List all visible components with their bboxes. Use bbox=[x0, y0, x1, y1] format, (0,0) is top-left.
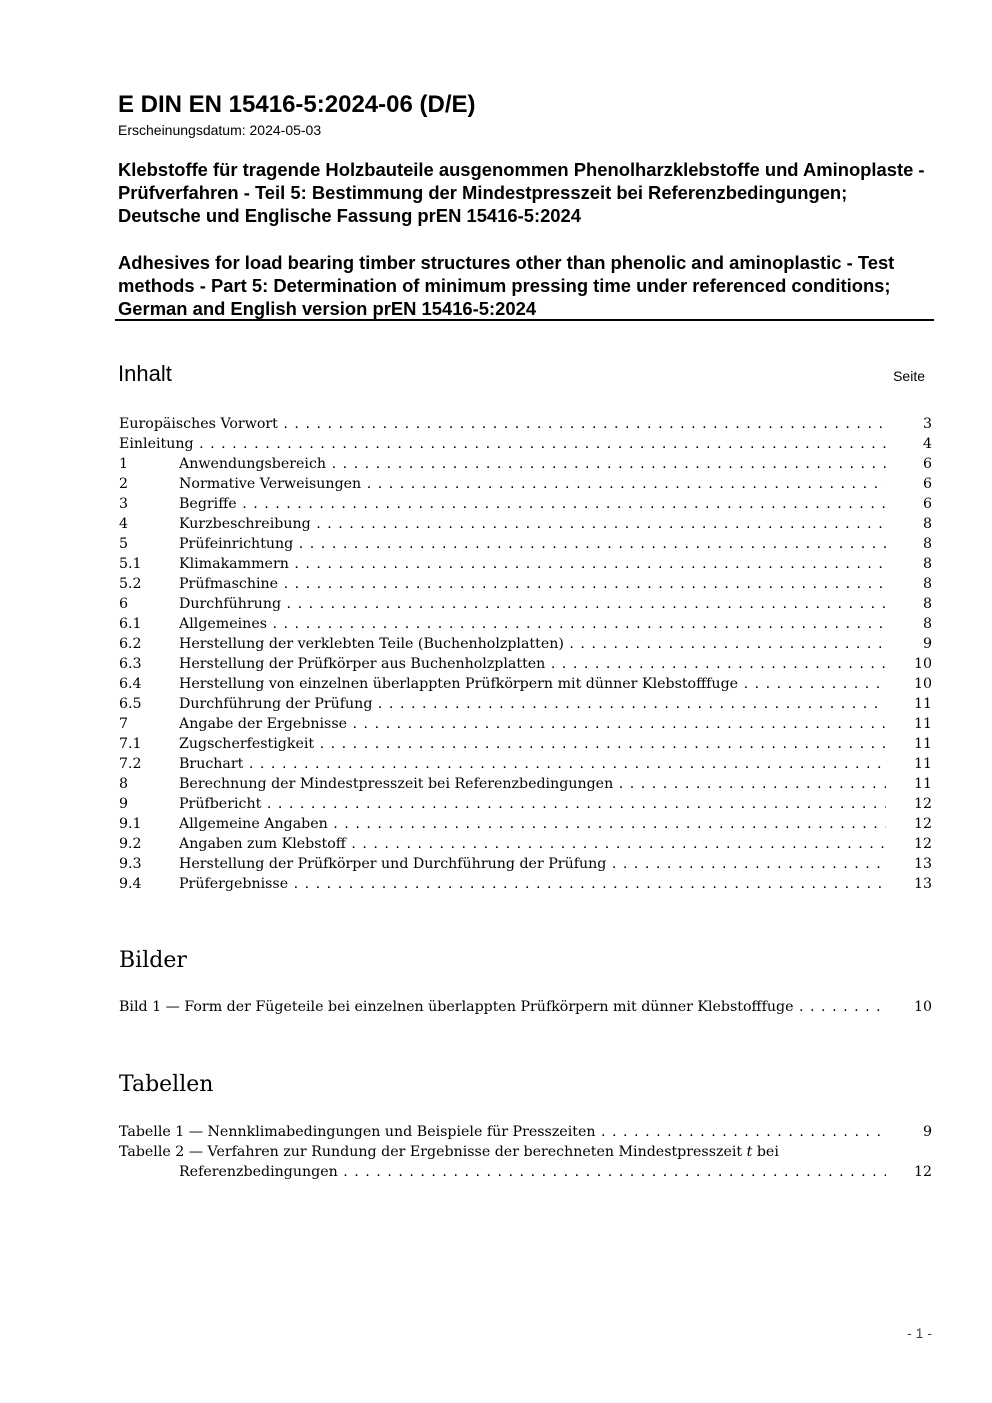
toc-entry-page: 8 bbox=[922, 536, 932, 552]
toc-entry[interactable] bbox=[119, 474, 932, 494]
toc-entry[interactable] bbox=[119, 554, 932, 574]
toc-entry-page: 8 bbox=[922, 576, 932, 592]
toc-entry-number: 5.1 bbox=[119, 556, 142, 572]
table-entry-2-variable: t bbox=[746, 1144, 753, 1160]
toc-entry-number: 6.1 bbox=[119, 616, 142, 632]
table-entry-1-title: Tabelle 1 — Nennklimabedingungen und Beispiele für Presszeiten . . . bbox=[119, 1122, 886, 1142]
table-entry-2-line1[interactable] bbox=[119, 1142, 932, 1162]
figures-list bbox=[119, 997, 932, 1017]
toc-entry-title: Begriffe . . . bbox=[179, 494, 886, 514]
toc-entry-title: Herstellung der Prüfkörper aus Buchenholzplatten . . . bbox=[179, 654, 886, 674]
toc-entry-number: 5.2 bbox=[119, 576, 142, 592]
toc-entry-title: Herstellung der Prüfkörper und Durchführung der Prüfung . . . bbox=[179, 854, 886, 874]
toc-entry-page: 10 bbox=[913, 656, 932, 672]
toc-entry[interactable] bbox=[119, 734, 932, 754]
toc-entry[interactable] bbox=[119, 534, 932, 554]
figures-heading: Bilder bbox=[119, 948, 187, 973]
toc-entry-number: 9.2 bbox=[119, 836, 142, 852]
title-german: Klebstoffe für tragende Holzbauteile ausgenommen Phenolharzklebstoffe und Aminoplaste - Prüfverfahren - Teil 5: Bestimmung der Mindestpresszeit bei Referenzbedingungen; Deutsche und Englische Fassung prEN 15416-5:2024 bbox=[118, 159, 925, 226]
figure-entry[interactable] bbox=[119, 997, 932, 1017]
toc-entry-page: 13 bbox=[913, 876, 932, 892]
toc-entry[interactable] bbox=[119, 494, 932, 514]
table-entry-2-page: 12 bbox=[913, 1164, 932, 1180]
page-number: - 1 - bbox=[907, 1325, 932, 1341]
toc-entry[interactable] bbox=[119, 714, 932, 734]
toc-entry-number: 9.1 bbox=[119, 816, 142, 832]
toc-entry-number: 5 bbox=[119, 536, 129, 552]
table-entry-2-title-end: bei bbox=[752, 1144, 779, 1160]
table-entry-1-page: 9 bbox=[922, 1124, 932, 1140]
toc-entry[interactable] bbox=[119, 834, 932, 854]
figure-entry-page: 10 bbox=[913, 999, 932, 1015]
toc-entry-page: 10 bbox=[913, 676, 932, 692]
toc-entry-title: Durchführung . . . bbox=[179, 594, 886, 614]
toc-entry-page: 4 bbox=[922, 436, 932, 452]
table-entry-2-title-text: Tabelle 2 — Verfahren zur Rundung der Ergebnisse der berechneten Mindestpresszeit bbox=[119, 1144, 743, 1160]
toc-heading: Inhalt bbox=[118, 361, 172, 386]
toc-entry-page: 6 bbox=[922, 496, 932, 512]
toc-entry-page: 3 bbox=[922, 416, 932, 432]
toc-entry[interactable] bbox=[119, 774, 932, 794]
toc-entry-number: 6.5 bbox=[119, 696, 142, 712]
toc-entry[interactable] bbox=[119, 674, 932, 694]
toc-entry-page: 11 bbox=[913, 736, 932, 752]
table-of-contents bbox=[119, 414, 932, 894]
toc-entry-number: 4 bbox=[119, 516, 129, 532]
table-entry-2-title-line2: Referenzbedingungen . . . bbox=[179, 1162, 886, 1182]
toc-entry[interactable] bbox=[119, 814, 932, 834]
toc-entry-number: 9 bbox=[119, 796, 129, 812]
toc-entry[interactable] bbox=[119, 634, 932, 654]
toc-entry[interactable] bbox=[119, 694, 932, 714]
toc-entry-number: 1 bbox=[119, 456, 129, 472]
toc-entry-page: 8 bbox=[922, 556, 932, 572]
toc-entry-page: 8 bbox=[922, 596, 932, 612]
toc-entry-number: 3 bbox=[119, 496, 129, 512]
table-entry-1[interactable] bbox=[119, 1122, 932, 1142]
toc-entry[interactable] bbox=[119, 754, 932, 774]
title-english: Adhesives for load bearing timber structures other than phenolic and aminoplastic - Test methods - Part 5: Determination of minimum pressing time under referenced conditions; German and English version prEN 15416-5:2024 bbox=[118, 252, 895, 319]
publication-date: Erscheinungsdatum: 2024-05-03 bbox=[118, 122, 322, 138]
toc-entry-title: Prüfbericht . . . bbox=[179, 794, 886, 814]
toc-entry-title: Europäisches Vorwort . . . bbox=[119, 414, 886, 434]
toc-entry-title: Bruchart . . . bbox=[179, 754, 886, 774]
toc-entry-title: Klimakammern . . . bbox=[179, 554, 886, 574]
toc-entry-title: Zugscherfestigkeit . . . bbox=[179, 734, 886, 754]
toc-page-column-label: Seite bbox=[893, 368, 925, 384]
toc-entry-page: 12 bbox=[913, 816, 932, 832]
toc-entry-title: Angabe der Ergebnisse . . . bbox=[179, 714, 886, 734]
toc-entry[interactable] bbox=[119, 574, 932, 594]
toc-entry-page: 11 bbox=[913, 696, 932, 712]
toc-entry-page: 9 bbox=[922, 636, 932, 652]
toc-entry-title: Allgemeines . . . bbox=[179, 614, 886, 634]
toc-entry-number: 6 bbox=[119, 596, 129, 612]
toc-entry-page: 13 bbox=[913, 856, 932, 872]
toc-entry-title: Herstellung der verklebten Teile (Buchenholzplatten) . . . bbox=[179, 634, 886, 654]
document-id: E DIN EN 15416-5:2024-06 (D/E) bbox=[118, 91, 476, 118]
toc-entry-title: Einleitung . . . bbox=[119, 434, 886, 454]
toc-entry-number: 6.4 bbox=[119, 676, 142, 692]
toc-entry-page: 12 bbox=[913, 796, 932, 812]
toc-entry-number: 9.3 bbox=[119, 856, 142, 872]
toc-entry-page: 8 bbox=[922, 516, 932, 532]
header-rule bbox=[115, 319, 934, 321]
toc-entry[interactable] bbox=[119, 514, 932, 534]
figure-entry-title: Bild 1 — Form der Fügeteile bei einzelnen überlappten Prüfkörpern mit dünner Klebstofffuge . . . bbox=[119, 997, 886, 1017]
toc-entry[interactable] bbox=[119, 794, 932, 814]
toc-entry-page: 12 bbox=[913, 836, 932, 852]
table-entry-2-line2[interactable] bbox=[119, 1162, 932, 1182]
toc-entry-title: Angaben zum Klebstoff . . . bbox=[179, 834, 886, 854]
toc-entry[interactable] bbox=[119, 454, 932, 474]
toc-entry-number: 7.1 bbox=[119, 736, 142, 752]
toc-entry-title: Herstellung von einzelnen überlappten Prüfkörpern mit dünner Klebstofffuge . . . bbox=[179, 674, 886, 694]
tables-heading: Tabellen bbox=[119, 1072, 214, 1097]
toc-entry-number: 6.2 bbox=[119, 636, 142, 652]
toc-entry[interactable] bbox=[119, 854, 932, 874]
toc-entry-number: 8 bbox=[119, 776, 129, 792]
toc-entry[interactable] bbox=[119, 434, 932, 454]
toc-entry-number: 7.2 bbox=[119, 756, 142, 772]
toc-entry[interactable] bbox=[119, 874, 932, 894]
toc-entry-page: 11 bbox=[913, 776, 932, 792]
tables-list bbox=[119, 1122, 932, 1182]
toc-entry-page: 11 bbox=[913, 756, 932, 772]
toc-entry-title: Normative Verweisungen . . . bbox=[179, 474, 886, 494]
toc-entry-title: Durchführung der Prüfung . . . bbox=[179, 694, 886, 714]
toc-entry-title: Berechnung der Mindestpresszeit bei Referenzbedingungen . . . bbox=[179, 774, 886, 794]
toc-entry-title: Kurzbeschreibung . . . bbox=[179, 514, 886, 534]
toc-entry-page: 11 bbox=[913, 716, 932, 732]
table-entry-2-title-line1 bbox=[119, 1142, 779, 1162]
toc-entry-number: 6.3 bbox=[119, 656, 142, 672]
toc-entry[interactable] bbox=[119, 654, 932, 674]
toc-entry-number: 9.4 bbox=[119, 876, 142, 892]
toc-entry[interactable] bbox=[119, 614, 932, 634]
toc-entry-page: 6 bbox=[922, 456, 932, 472]
toc-entry-title: Anwendungsbereich . . . bbox=[179, 454, 886, 474]
toc-entry-number: 2 bbox=[119, 476, 129, 492]
toc-entry-title: Prüfeinrichtung . . . bbox=[179, 534, 886, 554]
toc-entry-title: Prüfergebnisse . . . bbox=[179, 874, 886, 894]
toc-entry-page: 6 bbox=[922, 476, 932, 492]
toc-entry-number: 7 bbox=[119, 716, 129, 732]
toc-entry-title: Prüfmaschine . . . bbox=[179, 574, 886, 594]
toc-entry[interactable] bbox=[119, 414, 932, 434]
toc-entry-page: 8 bbox=[922, 616, 932, 632]
toc-entry[interactable] bbox=[119, 594, 932, 614]
toc-entry-title: Allgemeine Angaben . . . bbox=[179, 814, 886, 834]
